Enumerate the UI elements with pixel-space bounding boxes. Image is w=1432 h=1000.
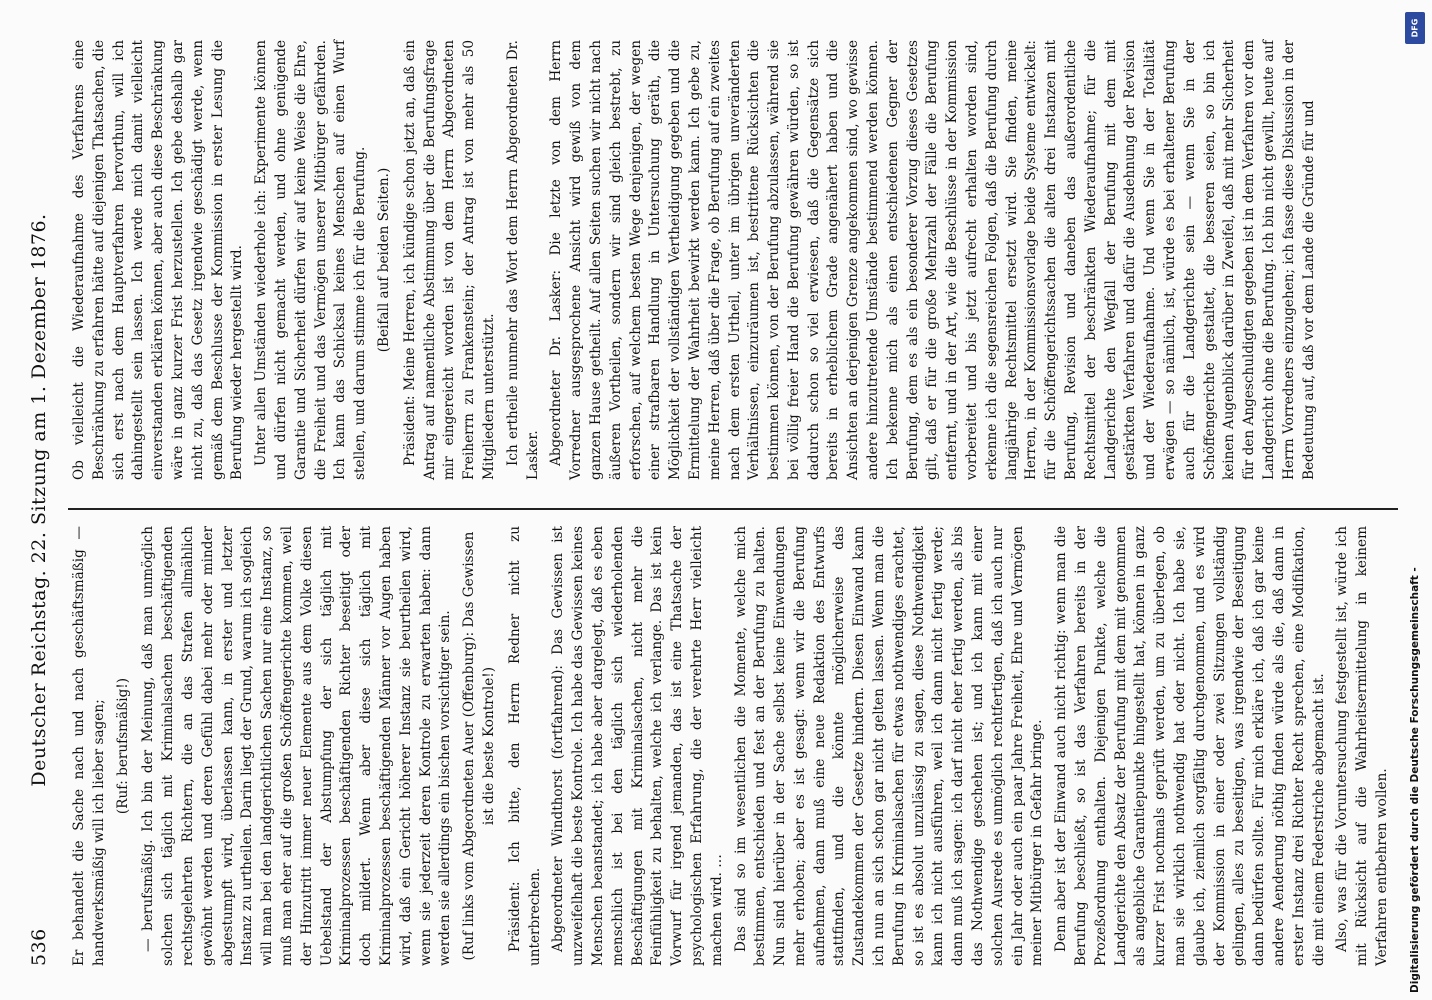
running-title: Deutscher Reichstag. 22. Sitzung am 1. Dezember 1876. [28, 213, 50, 787]
digitization-stamp [1404, 8, 1426, 993]
left-column-paragraph: Er behandelt die Sache nach und nach geschäftsmäßig — handwerksmäßig will ich lieber sagen; [71, 526, 107, 966]
right-column-paragraph: Abgeordneter Dr. Lasker: Die letzte von dem Herrn Vorredner ausgesprochene Ansicht wird gewiß von dem ganzen Hause getheilt. Auf allen Seiten suchen wir nicht nach äußeren Vortheilen, sondern wir sind gleich bestrebt, zu erforschen, auf welchem besten Wege denjenigen, der wegen einer strafbaren Handlung in Untersuchung geräth, die Möglichkeit der vollständigen Vertheidigung gegeben und die Ermittelung der Wahrheit bewirkt werden kann. Ich gebe zu, meine Herren, daß über die Frage, ob Berufung auf ein zweites nach dem ersten Urtheil, unter im übrigen unveränderten Verhältnissen, einzuräumen ist, bestrittene Rücksichten die bestimmen können, von der Berufung abzulassen, während sie bei völlig freier Hand die Berufung gewähren würden, so ist dadurch schon so viel erwiesen, daß die Gegensätze sich bereits in erheblichem Grade angenähert haben und die Ansichten an derjenigen Grenze angekommen sind, wo gewisse andere hinzutretende Umstände bestimmend werden können. Ich bekenne mich als einen entschiedenen Gegner der Berufung, dem es als ein besonderer Vorzug dieses Gesetzes gilt, daß er für die große Mehrzahl der Fälle die Berufung entfernt, und in der Art, wie die Beschlüsse in der Kommission vorbereitet und bis jetzt aufrecht erhalten worden sind, erkenne ich die segensreichen Folgen, daß die Berufung durch langjährige Rechtsmittel ersetzt wird. Sie finden, meine Herren, in der Kommissionsvorlage beide Systeme entwickelt: für die Schöffengerichtssachen die alten drei Instanzen mit Berufung, Revision und daneben das außerordentliche Rechtsmittel der beschränkten Wiederaufnahme; für die Landgerichte den Wegfall der Berufung mit dem mit gestärkten Verfahren und dafür die Ausdehnung der Revision und der Wiederaufnahme. Und wenn Sie in der Totalität erwägen — so nämlich, ist, würde es bei erhaltener Berufung auch für die Landgerichte sein — wenn Sie in der Schöffengerichte gestaltet, die besseren seien, so bin ich keinen Augenblick darüber in Zweifel, daß mit mehr Sicherheit für den Angeschuldigten gegeben ist in dem Verfahren vor dem Landgericht ohne die Berufung. Ich bin nicht gewillt, heute auf Herrn Vorredners einzugehen; ich fasse diese Diskussion in der Bedeutung auf, daß vor dem Lande die Gründe für und [548, 40, 1317, 480]
left-column-paragraph: Präsident: Ich bitte, den Herrn Redner nicht zu unterbrechen. [506, 526, 543, 966]
right-column-paragraph: Ob vielleicht die Wiederaufnahme des Verfahrens eine Beschränkung zu erfahren hätte auf diejenigen Thatsachen, die sich erst nach dem Hauptverfahren hervorthun, will ich dahingestellt sein lassen. Ich werde mich damit vielleicht einverstanden erklären können, aber auch diese Beschränkung wäre in ganz kurzer Frist herzustellen. Ich gebe deshalb gar nicht zu, daß das Gesetz irgendwie geschädigt werde, wenn gemäß dem Beschlusse der Kommission in erster Lesung die Berufung wieder hergestellt wird. [71, 40, 246, 480]
right-column-paragraph: (Beifall auf beiden Seiten.) [375, 167, 392, 353]
page-number: 536 [28, 928, 50, 966]
rotated-page-content [20, 20, 1400, 980]
funding-notice [1404, 8, 1426, 993]
right-column-paragraph: Ich ertheile nunmehr das Wort dem Herrn Abgeordneten Dr. Lasker. [504, 40, 541, 480]
left-column-paragraph: Denn aber ist der Einwand auch nicht richtig: wenn man die Berufung beschließt, so ist das Verfahren bereits in der Prozeßordnung enthalten. Diejenigen Punkte, welche die Landgerichte den Absatz der Berufung mit dem mit genommen als angebliche Garantiepunkte hingestellt hat, können in ganz kurzer Frist nochmals geprüft werden, um zu überlegen, ob man sie wirklich nothwendig hat oder nicht. Ich habe sie, glaube ich, ziemlich sorgfältig durchgenommen, und es wird der Kommission in einer oder zwei Sitzungen vollständig gelingen, alles zu beseitigen, was irgendwie der Beseitigung dann bedürfen sollte. Für mich erkläre ich, daß ich gar keine andere Aenderung nöthig finden würde als die, daß dann in erster Instanz drei Richter Recht sprechen, eine Modifikation, die mit einem Federstriche abgemacht ist. [1053, 526, 1327, 966]
column-divider [68, 508, 1398, 510]
right-column [70, 40, 1323, 480]
left-column-paragraph: (Ruf links vom Abgeordneten Auer (Offenburg): Das Gewissen ist die beste Kontrole!) [461, 531, 497, 961]
right-column-paragraph: Präsident: Meine Herren, ich kündige schon jetzt an, daß ein Antrag auf namentliche Abstimmung über die Berufungsfrage mir eingereicht worden ist von dem Herrn Abgeordneten Freiherrn zu Frankenstein; der Antrag ist von mehr als 50 Mitgliedern unterstützt. [401, 40, 497, 480]
left-column-paragraph: Abgeordneter Windthorst (fortfahrend): Das Gewissen ist unzweifelhaft die beste Kontrole. Ich habe das Gewissen keines Menschen beanstandet; ich habe aber dargelegt, daß es eben menschlich ist bei den täglich sich wiederholenden Beschäftigungen mit Kriminalsachen, nicht mehr die Feinfühligkeit zu behalten, welche ich verlange. Das ist kein Vorwurf für irgend jemanden, das ist eine Thatsache der psychologischen Erfahrung, die der verehrte Herr vielleicht machen wird. … [550, 526, 725, 966]
left-column-paragraph: — berufsmäßig. Ich bin der Meinung, daß man unmöglich solchen sich täglich mit Kriminalsachen beschäftigenden rechtsgelehrten Richtern, die an das Strafen allmählich gewöhnt werden und deren Gefühl dabei mehr oder minder abgestumpft wird, überlassen kann, in erster und letzter Instanz zu urtheilen. Darin liegt der Grund, warum ich sogleich will man bei den landgerichtlichen Sachen nur eine Instanz, so muß man eher auf die großen Schöffengerichte kommen, weil der Hinzutritt immer neuer Elemente aus dem Volke diesen Uebelstand der Abstumpfung der sich täglich mit Kriminalprozessen beschäftigenden Richter beseitigt oder doch mildert. Wenn aber diese sich täglich mit Kriminalprozessen beschäftigenden Männer vor Augen haben wird, daß ein Gericht höherer Instanz sie beurtheilen wird, wenn sie jederzeit deren Kontrole zu erwarten haben: dann werden sie allerdings ein bischen vorsichtiger sein. [140, 526, 454, 966]
right-column-paragraph: Unter allen Umständen wiederhole ich: Experimente können und dürfen nicht gemacht werden, und ohne genügende Garantie und Sicherheit dürfen wir auf keine Weise die Ehre, die Freiheit und das Vermögen unserer Mitbürger gefährden. Ich kann das Schicksal keines Menschen auf einen Wurf stellen, und darum stimme ich für die Berufung. [253, 40, 369, 480]
left-column-paragraph: Also, was für die Voruntersuchung festgestellt ist, würde ich mit Rücksicht auf die Wahrheitsermittelung in keinem Verfahren entbehren wollen. [1334, 526, 1390, 966]
dfg-logo: DFG [1405, 12, 1425, 44]
left-column-paragraph: Das sind so im wesentlichen die Momente, welche mich bestimmen, entschieden und fest an der Berufung zu halten. Nun sind hierüber in der Sache selbst keine Einwendungen mehr erhoben; aber es ist gesagt: wenn wir die Berufung aufnehmen, dann muß eine neue Redaktion des Entwurfs stattfinden, und die könnte möglicherweise das Zustandekommen der Gesetze hindern. Diesen Einwand kann ich nun an sich schon gar nicht gelten lassen. Wenn man die Berufung in Kriminalsachen für etwas nothwendiges erachtet, so ist es absolut unzulässig zu sagen, diese Nothwendigkeit kann ich nicht ausführen, weil ich dann nicht fertig werde; dann muß ich sagen: ich darf nicht eher fertig werden, als bis das Nothwendige geschehen ist; und ich kann mit einer solchen Ausrede es unmöglich rechtfertigen, daß ich auch nur ein Jahr oder auch ein paar Jahre Freiheit, Ehre und Vermögen meiner Mitbürger in Gefahr bringe. [732, 526, 1046, 966]
page-header [20, 20, 60, 980]
left-column [70, 526, 1397, 966]
funding-notice-text: Digitalisierung gefördert durch die Deutsche Forschungsgemeinschaft - [1409, 567, 1421, 993]
left-column-paragraph: (Ruf: berufsmäßig!) [114, 677, 131, 815]
